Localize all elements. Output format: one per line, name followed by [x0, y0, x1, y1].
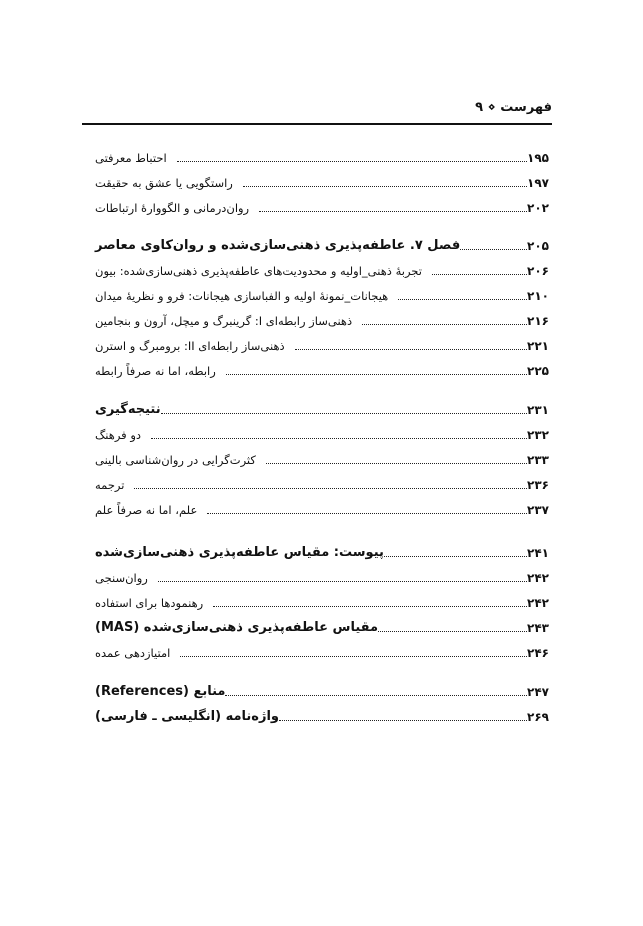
toc-entry-page: ۲۳۷ — [527, 503, 549, 517]
toc-entry-page: ۲۴۶ — [527, 646, 549, 660]
dot-leader — [460, 249, 527, 250]
dot-leader — [158, 581, 527, 582]
toc-entry — [92, 358, 552, 380]
toc-entry-page: ۲۴۲ — [527, 596, 549, 610]
toc-entry — [92, 333, 552, 355]
toc-entry — [92, 447, 552, 469]
toc-entry — [92, 308, 552, 330]
toc-entry-page: ۲۳۳ — [527, 453, 549, 467]
toc-entry — [92, 258, 552, 280]
toc-entry-page: ۲۳۲ — [527, 428, 549, 442]
toc-entry-title: منابع (References) — [95, 684, 226, 699]
toc-entry — [92, 497, 552, 519]
toc-entry-page: ۲۴۳ — [527, 621, 549, 635]
toc-entry — [92, 283, 552, 305]
toc-entry-title: روان‌سنجی — [95, 571, 148, 585]
toc-entry-page: ۲۴۷ — [527, 685, 549, 699]
dot-leader — [151, 438, 527, 439]
toc-entry-title: رابطه، اما نه صرفاً رابطه — [95, 364, 216, 378]
table-of-contents — [92, 0, 552, 926]
toc-entry — [92, 590, 552, 612]
toc-entry-page: ۲۴۲ — [527, 571, 549, 585]
toc-entry-title: کثرت‌گرایی در روان‌شناسی بالینی — [95, 453, 256, 467]
toc-entry-title: نتیجه‌گیری — [95, 402, 161, 417]
toc-entry-title: امتیازدهی عمده — [95, 646, 171, 660]
toc-entry — [92, 195, 552, 217]
toc-entry-title: ترجمه — [95, 478, 125, 492]
toc-entry-page: ۲۱۰ — [527, 289, 549, 303]
dot-leader — [295, 349, 527, 350]
toc-entry-title: مقیاس عاطفه‌پذیری ذهنی‌سازی‌شده (MAS) — [95, 620, 379, 635]
toc-entry-title: ذهنی‌ساز رابطه‌ای I: گرینبرگ و میچل، آرون و بنجامین — [95, 314, 353, 328]
toc-entry-title: راستگویی یا عشق به حقیقت — [95, 176, 233, 190]
toc-entry-title: علم، اما نه صرفاً علم — [95, 503, 198, 517]
toc-entry-title: دو فرهنگ — [95, 428, 141, 442]
toc-entry — [92, 565, 552, 587]
dot-leader — [266, 463, 527, 464]
dot-leader — [378, 631, 527, 632]
toc-entry-page: ۲۶۹ — [527, 710, 549, 724]
toc-entry-page: ۲۲۱ — [527, 339, 549, 353]
dot-leader — [180, 656, 527, 657]
dot-leader — [213, 606, 527, 607]
toc-section-entry — [92, 679, 552, 701]
toc-entry-page: ۲۱۶ — [527, 314, 549, 328]
toc-entry-page: ۱۹۷ — [527, 176, 549, 190]
toc-entry-title: رهنمودها برای استفاده — [95, 596, 204, 610]
toc-entry — [92, 640, 552, 662]
dot-leader — [384, 556, 527, 557]
toc-section-entry — [92, 540, 552, 562]
toc-entry-page: ۲۳۶ — [527, 478, 549, 492]
toc-section-entry — [92, 615, 552, 637]
dot-leader — [134, 488, 527, 489]
toc-entry-page: ۲۰۲ — [527, 201, 549, 215]
toc-entry-page: ۲۰۶ — [527, 264, 549, 278]
dot-leader — [177, 161, 527, 162]
toc-entry-title: تجربهٔ ذهنی_اولیه و محدودیت‌های عاطفه‌پذیری ذهنی‌سازی‌شده: بیون — [95, 264, 422, 278]
toc-entry-title: پیوست: مقیاس عاطفه‌پذیری ذهنی‌سازی‌شده — [95, 545, 384, 560]
toc-entry-title: احتباط معرفتی — [95, 151, 167, 165]
toc-entry-page: ۲۰۵ — [527, 239, 549, 253]
dot-leader — [432, 274, 527, 275]
dot-leader — [226, 374, 527, 375]
toc-entry-title: ذهنی‌ساز رابطه‌ای II: برومبرگ و استرن — [95, 339, 285, 353]
toc-entry-title: فصل ۷. عاطفه‌پذیری ذهنی‌سازی‌شده و روان‌کاوی معاصر — [95, 238, 461, 253]
toc-entry — [92, 472, 552, 494]
dot-leader — [243, 186, 527, 187]
toc-entry — [92, 145, 552, 167]
dot-leader — [225, 695, 527, 696]
dot-leader — [398, 299, 527, 300]
dot-leader — [207, 513, 527, 514]
dot-leader — [279, 720, 527, 721]
toc-entry — [92, 170, 552, 192]
dot-leader — [259, 211, 527, 212]
toc-entry — [92, 422, 552, 444]
toc-entry-page: ۲۳۱ — [527, 403, 549, 417]
dot-leader — [362, 324, 527, 325]
toc-entry-page: ۱۹۵ — [527, 151, 549, 165]
running-title: فهرست ⋄ ۹ — [475, 100, 552, 115]
dot-leader — [161, 413, 527, 414]
toc-section-entry — [92, 233, 552, 255]
toc-entry-page: ۲۴۱ — [527, 546, 549, 560]
toc-entry-title: روان‌درمانی و الگووارهٔ ارتباطات — [95, 201, 250, 215]
toc-section-entry — [92, 704, 552, 726]
toc-entry-title: هیجانات_نمونهٔ اولیه و الفباسازی هیجانات: فرو و نظریهٔ میدان — [95, 289, 389, 303]
toc-section-entry — [92, 397, 552, 419]
toc-entry-title: واژه‌نامه (انگلیسی ـ فارسی) — [95, 709, 279, 724]
toc-entry-page: ۲۲۵ — [527, 364, 549, 378]
